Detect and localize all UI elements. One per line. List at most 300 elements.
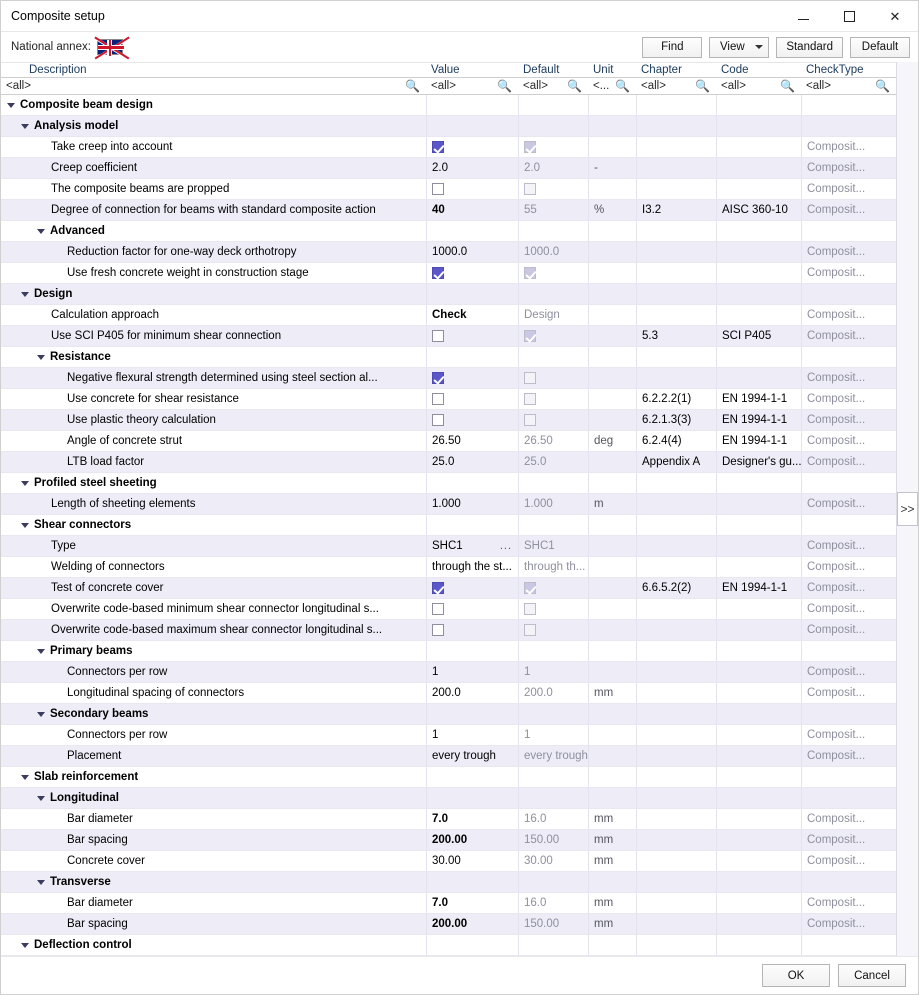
table-row[interactable] (1, 410, 896, 431)
row-code-cell (716, 284, 801, 304)
search-icon[interactable]: 🔍 (875, 79, 890, 94)
row-unit-cell (588, 494, 636, 514)
row-checktype-cell (801, 557, 896, 577)
row-description-label: Calculation approach (51, 309, 160, 321)
row-chapter-cell (636, 263, 716, 283)
filter-unit-value: <... (593, 80, 610, 93)
row-value-cell[interactable] (426, 788, 518, 808)
table-row[interactable] (1, 221, 896, 242)
row-chapter-cell (636, 935, 716, 955)
triangle-expand-icon[interactable] (21, 943, 29, 948)
checkbox-icon[interactable] (432, 141, 444, 153)
table-row[interactable] (1, 116, 896, 137)
triangle-expand-icon[interactable] (21, 775, 29, 780)
row-checktype-cell (801, 809, 896, 829)
row-default-label: 25.0 (524, 456, 547, 468)
filter-unit[interactable] (588, 78, 636, 94)
row-checktype-label: Composit... (807, 267, 866, 279)
row-code-cell (716, 452, 801, 472)
filter-code[interactable] (716, 78, 801, 94)
row-value-cell[interactable] (426, 935, 518, 955)
table-row[interactable] (1, 935, 896, 956)
row-value-cell[interactable] (426, 158, 518, 178)
row-chapter-cell (636, 872, 716, 892)
table-row[interactable] (1, 767, 896, 788)
row-unit-cell (588, 305, 636, 325)
row-unit-cell (588, 578, 636, 598)
table-row[interactable] (1, 872, 896, 893)
standard-button[interactable]: Standard (776, 37, 843, 58)
table-row[interactable] (1, 914, 896, 935)
row-checktype-cell (801, 389, 896, 409)
row-unit-cell (588, 221, 636, 241)
table-row[interactable] (1, 851, 896, 872)
row-value-cell[interactable] (426, 452, 518, 472)
row-unit-label: - (594, 162, 598, 174)
table-row[interactable] (1, 725, 896, 746)
triangle-expand-icon[interactable] (37, 712, 45, 717)
row-unit-cell (588, 788, 636, 808)
row-value-cell[interactable] (426, 704, 518, 724)
row-code-cell (716, 242, 801, 262)
row-value-cell[interactable] (426, 830, 518, 850)
row-unit-cell (588, 620, 636, 640)
table-row[interactable] (1, 347, 896, 368)
triangle-expand-icon[interactable] (37, 796, 45, 801)
row-description-cell (1, 641, 426, 661)
row-default-cell (518, 410, 588, 430)
row-unit-cell (588, 200, 636, 220)
row-chapter-cell (636, 242, 716, 262)
row-description-label: Advanced (50, 225, 105, 237)
row-chapter-label: I3.2 (642, 204, 662, 216)
maximize-button[interactable] (826, 1, 872, 32)
row-chapter-cell (636, 515, 716, 535)
row-indent-spacer (37, 630, 46, 631)
row-checktype-cell (801, 746, 896, 766)
row-value-cell[interactable] (426, 242, 518, 262)
row-description-cell (1, 515, 426, 535)
row-default-cell (518, 179, 588, 199)
table-row[interactable] (1, 368, 896, 389)
table-row[interactable] (1, 788, 896, 809)
table-row[interactable] (1, 662, 896, 683)
row-chapter-cell (636, 473, 716, 493)
row-code-cell (716, 725, 801, 745)
table-row[interactable] (1, 746, 896, 767)
row-description-label: Use plastic theory calculation (67, 414, 216, 426)
checkbox-icon[interactable] (432, 372, 444, 384)
row-description-cell (1, 872, 426, 892)
checkbox-icon[interactable] (432, 330, 444, 342)
row-chapter-cell (636, 494, 716, 514)
row-description-label: Use SCI P405 for minimum shear connection (51, 330, 282, 342)
row-value-cell[interactable] (426, 431, 518, 451)
row-value-cell[interactable] (426, 494, 518, 514)
table-row[interactable] (1, 263, 896, 284)
column-header-description[interactable]: Description (29, 64, 87, 77)
row-unit-cell (588, 347, 636, 367)
row-checktype-cell (801, 641, 896, 661)
row-value-cell[interactable] (426, 284, 518, 304)
row-description-label: Secondary beams (50, 708, 149, 720)
row-default-cell (518, 116, 588, 136)
checkbox-icon[interactable] (432, 267, 444, 279)
row-code-label: EN 1994-1-1 (722, 582, 788, 594)
table-row[interactable] (1, 515, 896, 536)
row-checktype-cell (801, 179, 896, 199)
row-code-cell (716, 221, 801, 241)
row-chapter-label: 5.3 (642, 330, 658, 342)
row-checktype-cell (801, 536, 896, 556)
row-indent-spacer (37, 588, 46, 589)
row-unit-cell (588, 179, 636, 199)
row-checktype-cell (801, 137, 896, 157)
row-chapter-cell (636, 767, 716, 787)
triangle-expand-icon[interactable] (21, 523, 29, 528)
row-unit-cell (588, 431, 636, 451)
row-description-cell (1, 284, 426, 304)
row-code-cell (716, 431, 801, 451)
dialog-footer (1, 956, 918, 994)
search-icon[interactable]: 🔍 (405, 79, 420, 94)
row-indent-spacer (37, 609, 46, 610)
row-unit-label: m (594, 498, 604, 510)
cancel-button[interactable]: Cancel (838, 964, 906, 987)
row-value-cell[interactable] (426, 179, 518, 199)
row-value-cell[interactable] (426, 473, 518, 493)
row-checktype-label: Composit... (807, 897, 866, 909)
row-chapter-cell (636, 137, 716, 157)
checkbox-icon[interactable] (432, 393, 444, 405)
filter-chapter[interactable] (636, 78, 716, 94)
row-default-label: 200.0 (524, 687, 553, 699)
row-chapter-cell (636, 578, 716, 598)
panel-expander[interactable] (896, 62, 918, 956)
row-default-cell (518, 95, 588, 115)
open-dialog-button[interactable]: ... (499, 540, 512, 552)
column-header-unit[interactable]: Unit (593, 64, 614, 77)
row-value-cell[interactable] (426, 95, 518, 115)
row-value-cell[interactable] (426, 200, 518, 220)
row-checktype-cell (801, 935, 896, 955)
row-indent-spacer (53, 399, 62, 400)
filter-code-value: <all> (721, 80, 746, 93)
row-value-cell[interactable] (426, 599, 518, 619)
row-value-cell[interactable] (426, 578, 518, 598)
table-row[interactable] (1, 284, 896, 305)
table-row[interactable] (1, 893, 896, 914)
row-default-cell (518, 347, 588, 367)
checkbox-icon[interactable] (432, 582, 444, 594)
table-row[interactable] (1, 452, 896, 473)
row-code-cell (716, 158, 801, 178)
row-description-label: Longitudinal (50, 792, 119, 804)
row-code-cell (716, 830, 801, 850)
row-value-label: 25.0 (432, 456, 455, 468)
row-description-label: Overwrite code-based minimum shear connector longitudinal s... (51, 603, 379, 615)
row-code-cell (716, 620, 801, 640)
row-description-cell (1, 578, 426, 598)
row-value-cell[interactable] (426, 137, 518, 157)
row-description-label: Placement (67, 750, 122, 762)
search-icon[interactable]: 🔍 (497, 79, 512, 94)
checkbox-icon (524, 603, 536, 615)
triangle-expand-icon[interactable] (7, 103, 15, 108)
row-description-label: Primary beams (50, 645, 133, 657)
row-checktype-cell (801, 158, 896, 178)
row-code-label: SCI P405 (722, 330, 772, 342)
row-default-cell (518, 284, 588, 304)
row-description-cell (1, 242, 426, 262)
row-chapter-cell (636, 284, 716, 304)
row-value-cell[interactable] (426, 767, 518, 787)
row-unit-cell (588, 368, 636, 388)
column-header-value[interactable]: Value (431, 64, 460, 77)
search-icon[interactable]: 🔍 (695, 79, 710, 94)
row-indent-spacer (53, 462, 62, 463)
table-row[interactable] (1, 95, 896, 116)
row-checktype-label: Composit... (807, 603, 866, 615)
row-description-cell (1, 116, 426, 136)
row-description-cell (1, 158, 426, 178)
row-default-label: 1000.0 (524, 246, 560, 258)
row-value-cell[interactable] (426, 347, 518, 367)
row-unit-label: deg (594, 435, 614, 447)
row-description-label: Take creep into account (51, 141, 173, 153)
row-default-cell (518, 746, 588, 766)
row-code-label: EN 1994-1-1 (722, 414, 788, 426)
row-default-cell (518, 389, 588, 409)
row-description-label: Composite beam design (20, 99, 153, 111)
row-checktype-cell (801, 725, 896, 745)
table-row[interactable] (1, 599, 896, 620)
table-row[interactable] (1, 494, 896, 515)
table-row[interactable] (1, 326, 896, 347)
row-default-label: 1 (524, 666, 531, 678)
row-default-cell (518, 599, 588, 619)
row-checktype-label: Composit... (807, 666, 866, 678)
row-chapter-cell (636, 851, 716, 871)
row-value-cell[interactable] (426, 641, 518, 661)
row-unit-label: mm (594, 918, 614, 930)
row-value-cell[interactable] (426, 851, 518, 871)
row-chapter-cell (636, 326, 716, 346)
column-header-code[interactable]: Code (721, 64, 749, 77)
chevron-down-icon (755, 45, 763, 49)
column-header-checktype[interactable]: CheckType (806, 64, 864, 77)
row-value-cell[interactable] (426, 893, 518, 913)
row-chapter-cell (636, 179, 716, 199)
row-unit-cell (588, 557, 636, 577)
row-unit-label: mm (594, 855, 614, 867)
row-value-cell[interactable] (426, 410, 518, 430)
row-unit-cell (588, 410, 636, 430)
row-description-label: Test of concrete cover (51, 582, 164, 594)
row-code-cell (716, 641, 801, 661)
search-icon[interactable]: 🔍 (567, 79, 582, 94)
table-row[interactable] (1, 620, 896, 641)
row-value-cell[interactable] (426, 914, 518, 934)
triangle-expand-icon[interactable] (37, 355, 45, 360)
row-value-label: SHC1 (432, 540, 463, 552)
row-checktype-label: Composit... (807, 729, 866, 741)
row-value-cell[interactable] (426, 536, 518, 556)
row-checktype-cell (801, 788, 896, 808)
row-code-cell (716, 95, 801, 115)
filter-value[interactable] (426, 78, 518, 94)
panel-expander-label: >> (897, 492, 917, 526)
row-default-cell (518, 200, 588, 220)
row-unit-cell (588, 641, 636, 661)
row-value-cell[interactable] (426, 557, 518, 577)
row-description-cell (1, 599, 426, 619)
search-icon[interactable]: 🔍 (615, 79, 630, 94)
triangle-expand-icon[interactable] (21, 481, 29, 486)
row-checktype-label: Composit... (807, 393, 866, 405)
row-value-label: Check (432, 309, 467, 321)
row-value-cell[interactable] (426, 221, 518, 241)
table-row[interactable] (1, 809, 896, 830)
checkbox-icon[interactable] (432, 414, 444, 426)
row-description-label: Overwrite code-based maximum shear connector longitudinal s... (51, 624, 383, 636)
checkbox-icon[interactable] (432, 624, 444, 636)
triangle-expand-icon[interactable] (21, 124, 29, 129)
grid-header-row (1, 63, 896, 78)
toolbar (1, 32, 918, 62)
row-default-cell (518, 809, 588, 829)
row-chapter-cell (636, 347, 716, 367)
row-default-cell (518, 914, 588, 934)
row-value-cell[interactable] (426, 872, 518, 892)
filter-description[interactable] (1, 78, 426, 94)
filter-default[interactable] (518, 78, 588, 94)
row-description-label: Reduction factor for one-way deck orthotropy (67, 246, 297, 258)
table-row[interactable] (1, 830, 896, 851)
row-description-label: Resistance (50, 351, 111, 363)
triangle-expand-icon[interactable] (37, 649, 45, 654)
table-row[interactable] (1, 179, 896, 200)
row-value-cell[interactable] (426, 746, 518, 766)
row-value-cell[interactable] (426, 116, 518, 136)
row-unit-cell (588, 536, 636, 556)
minimize-button[interactable] (780, 1, 826, 32)
row-chapter-cell (636, 221, 716, 241)
table-row[interactable] (1, 137, 896, 158)
row-checktype-label: Composit... (807, 435, 866, 447)
filter-value-value: <all> (431, 80, 456, 93)
table-row[interactable] (1, 242, 896, 263)
close-button[interactable] (872, 1, 918, 32)
row-indent-spacer (37, 147, 46, 148)
filter-checktype[interactable] (801, 78, 896, 94)
row-code-cell (716, 851, 801, 871)
triangle-expand-icon[interactable] (37, 229, 45, 234)
column-header-chapter[interactable]: Chapter (641, 64, 682, 77)
row-description-label: Slab reinforcement (34, 771, 139, 783)
row-chapter-label: Appendix A (642, 456, 701, 468)
table-row[interactable] (1, 536, 896, 557)
row-value-cell[interactable] (426, 515, 518, 535)
find-button[interactable]: Find (642, 37, 702, 58)
row-value-cell[interactable] (426, 620, 518, 640)
row-description-cell (1, 704, 426, 724)
row-default-label: 2.0 (524, 162, 540, 174)
row-value-cell[interactable] (426, 809, 518, 829)
row-indent-spacer (53, 924, 62, 925)
row-checktype-label: Composit... (807, 582, 866, 594)
default-button[interactable]: Default (850, 37, 910, 58)
table-row[interactable] (1, 431, 896, 452)
row-default-cell (518, 221, 588, 241)
table-row[interactable] (1, 158, 896, 179)
title-bar (1, 1, 918, 32)
row-description-cell (1, 452, 426, 472)
row-value-label: every trough (432, 750, 496, 762)
row-value-cell[interactable] (426, 389, 518, 409)
row-unit-label: % (594, 204, 605, 216)
row-value-cell[interactable] (426, 263, 518, 283)
united-kingdom-flag-icon[interactable] (97, 39, 123, 55)
triangle-expand-icon[interactable] (37, 880, 45, 885)
row-description-cell (1, 851, 426, 871)
table-row[interactable] (1, 641, 896, 662)
row-default-cell (518, 935, 588, 955)
row-chapter-cell (636, 725, 716, 745)
row-unit-cell (588, 725, 636, 745)
row-value-label: 2.0 (432, 162, 448, 174)
table-row[interactable] (1, 557, 896, 578)
row-value-cell[interactable] (426, 683, 518, 703)
row-value-cell[interactable] (426, 368, 518, 388)
row-default-label: 26.50 (524, 435, 553, 447)
row-description-cell (1, 368, 426, 388)
row-default-cell (518, 893, 588, 913)
row-value-label: 7.0 (432, 813, 448, 825)
table-row[interactable] (1, 704, 896, 725)
row-unit-cell (588, 599, 636, 619)
view-button[interactable] (709, 37, 769, 58)
table-row[interactable] (1, 305, 896, 326)
row-default-cell (518, 851, 588, 871)
table-row[interactable] (1, 578, 896, 599)
row-description-cell (1, 788, 426, 808)
column-header-default[interactable]: Default (523, 64, 560, 77)
table-row[interactable] (1, 683, 896, 704)
table-row[interactable] (1, 473, 896, 494)
row-default-label: 150.00 (524, 918, 560, 930)
row-value-cell[interactable] (426, 305, 518, 325)
row-value-cell[interactable] (426, 326, 518, 346)
row-value-cell[interactable] (426, 662, 518, 682)
checkbox-icon[interactable] (432, 603, 444, 615)
row-description-cell (1, 200, 426, 220)
national-annex-label: National annex: (11, 41, 91, 53)
row-checktype-cell (801, 620, 896, 640)
grid-body (1, 95, 896, 956)
table-row[interactable] (1, 389, 896, 410)
row-checktype-cell (801, 515, 896, 535)
row-value-cell[interactable] (426, 725, 518, 745)
row-indent-spacer (53, 735, 62, 736)
table-row[interactable] (1, 200, 896, 221)
row-description-label: Analysis model (34, 120, 119, 132)
row-value-label: 40 (432, 204, 445, 216)
triangle-expand-icon[interactable] (21, 292, 29, 297)
checkbox-icon[interactable] (432, 183, 444, 195)
ok-button[interactable]: OK (762, 964, 830, 987)
search-icon[interactable]: 🔍 (780, 79, 795, 94)
